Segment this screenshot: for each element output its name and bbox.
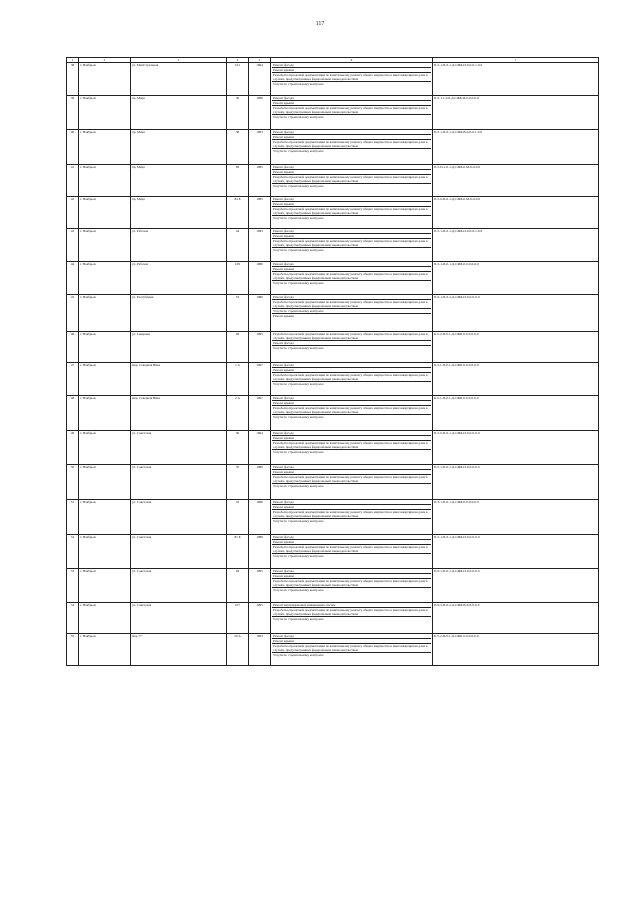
work-type-line: Разработка проектной документации по капитальному ремонту общего имущества в многоквартирном доме в случаях, предусмотренных федеральным законодательством (272, 332, 431, 341)
year-cell: 1986 (249, 262, 271, 295)
work-type-line: Услуги по строительному контролю (273, 149, 324, 154)
building-code-cell: К-5-2-П-0-1-Д-СЖБ-0-0-0-0-0-0 (433, 634, 599, 666)
table-row (67, 465, 599, 500)
house-number-cell: 36 (227, 96, 249, 130)
work-type-line: Разработка проектной документации по капитальному ремонту общего имущества в многоквартирном доме в случаях, предусмотренных федеральным законодательством (272, 239, 431, 248)
building-code-cell: П-5-1-П-0-1-Д-СЖБ-0-0-0-0-0-0 (433, 262, 599, 295)
work-type-line: Ремонт крыши (272, 401, 431, 406)
house-number-cell: 30 (227, 431, 249, 465)
street-cell: ул. Советская (131, 465, 227, 500)
row-number: 53 (67, 569, 79, 603)
table-row (67, 96, 599, 130)
work-types-cell (271, 130, 433, 165)
work-type-line: Услуги по строительному контролю (273, 484, 324, 489)
city-cell: г. Ноябрьск (79, 603, 131, 634)
row-number: 44 (67, 262, 79, 295)
year-cell: 1983 (249, 130, 271, 165)
year-cell: 1993 (249, 229, 271, 262)
work-type-line: Услуги по строительному контролю (273, 248, 324, 253)
work-type-line: Ремонт крыши (272, 505, 431, 510)
city-cell: г. Ноябрьск (79, 569, 131, 603)
street-cell: ул. Рабочая (131, 262, 227, 295)
building-code-cell: К-5-1-П-0-1-Д-СЖБ-0-0-0-0-0-0 (433, 363, 599, 396)
row-number: 38 (67, 63, 79, 96)
year-cell: 1995 (249, 332, 271, 363)
work-type-line: Ремонт крыши (272, 574, 431, 579)
work-type-line: Ремонт фасада (272, 535, 431, 540)
city-cell: г. Ноябрьск (79, 363, 131, 396)
work-types-cell (271, 396, 433, 431)
table-row (67, 130, 599, 165)
city-cell: г. Ноябрьск (79, 535, 131, 569)
work-type-line: Ремонт крыши (272, 170, 431, 175)
table-row (67, 569, 599, 603)
year-cell: 1980 (249, 295, 271, 332)
city-cell: г. Ноябрьск (79, 96, 131, 130)
table-row (67, 396, 599, 431)
work-type-line: Разработка проектной документации по капитальному ремонту общего имущества в многоквартирном доме в случаях, предусмотренных федеральным законодательством (272, 608, 431, 617)
house-number-cell: 84 Б (227, 197, 249, 229)
city-cell: г. Ноябрьск (79, 500, 131, 535)
work-types-cell (271, 569, 433, 603)
row-number: 47 (67, 363, 79, 396)
table-row (67, 197, 599, 229)
work-type-line: Услуги по строительному контролю (273, 216, 324, 221)
row-number: 52 (67, 535, 79, 569)
column-number-4: 4 (227, 58, 249, 63)
building-code-cell: П-5-1-П-0-1-Д-СЖБ-0-0-0-0-0-0 (433, 500, 599, 535)
city-cell: г. Ноябрьск (79, 63, 131, 96)
table-row (67, 229, 599, 262)
building-code-cell: П-9-3-П-0-2-Д-СЖБ-В-0-0-0-0-0 (433, 603, 599, 634)
table-body (67, 63, 599, 666)
table-row (67, 295, 599, 332)
work-type-line: Услуги по строительному контролю (273, 415, 324, 420)
work-type-line: Ремонт фасада (272, 500, 431, 505)
house-number-cell: 2 А (227, 396, 249, 431)
work-types-cell (271, 363, 433, 396)
year-cell: 1988 (249, 535, 271, 569)
city-cell: г. Ноябрьск (79, 165, 131, 197)
city-cell: г. Ноябрьск (79, 295, 131, 332)
work-type-line: Услуги по строительному контролю (273, 115, 324, 120)
building-code-cell: П-5-0-П-0-1-Д-СЖБ-0-М-0-0-0-0 (433, 197, 599, 229)
work-type-line: Услуги по строительному контролю (273, 588, 324, 593)
work-type-line: Разработка проектной документации по капитальному ремонту общего имущества в многоквартирном доме в случаях, предусмотренных федеральным законодательством (272, 272, 431, 281)
column-number-7: 7 (433, 58, 599, 63)
street-cell: ул. Советская (131, 603, 227, 634)
work-type-line: Ремонт крыши (272, 267, 431, 272)
work-types-cell (271, 603, 433, 634)
year-cell: 1985 (249, 165, 271, 197)
work-type-line: Разработка проектной документации по капитальному ремонту общего имущества в многоквартирном доме в случаях, предусмотренных федеральным законодательством (272, 545, 431, 554)
house-number-cell: 109 (227, 262, 249, 295)
table-row (67, 165, 599, 197)
row-number: 46 (67, 332, 79, 363)
street-cell: ул. Магистральная (131, 63, 227, 96)
work-type-line: Ремонт крыши (272, 202, 431, 207)
work-type-line: Ремонт фасада (272, 262, 431, 267)
work-type-line: Ремонт крыши (272, 639, 431, 644)
year-cell: 1993 (249, 634, 271, 666)
street-cell: мкр "Г" (131, 634, 227, 666)
work-type-line: Ремонт крыши (272, 436, 431, 441)
house-number-cell: 94 (227, 569, 249, 603)
table-row (67, 603, 599, 634)
row-number: 45 (67, 295, 79, 332)
work-type-line: Ремонт фасада (272, 229, 431, 234)
house-number-cell: 1 А (227, 363, 249, 396)
work-type-line: Разработка проектной документации по капитальному ремонту общего имущества в многоквартирном доме в случаях, предусмотренных федеральным законодательством (272, 406, 431, 415)
work-type-line: Услуги по строительному контролю (273, 346, 324, 351)
city-cell: г. Ноябрьск (79, 262, 131, 295)
table-row (67, 535, 599, 569)
street-cell: пр. Мира (131, 197, 227, 229)
street-cell: пр. Мира (131, 130, 227, 165)
work-type-line: Услуги по строительному контролю (273, 519, 324, 524)
building-code-cell: К-5-2-П-0-1-Д-СЖБ-0-0-0-0-0-0 (433, 332, 599, 363)
year-cell: 1997 (249, 396, 271, 431)
street-cell: ул. Советская (131, 431, 227, 465)
work-types-cell (271, 63, 433, 96)
building-code-cell: П-5-1-П-0-1-Д-СЖБ-П-0-0-0-1-0-0 (433, 229, 599, 262)
row-number: 39 (67, 96, 79, 130)
column-number-3: 3 (131, 58, 227, 63)
work-type-line: Ремонт фасада (272, 96, 431, 101)
city-cell: г. Ноябрьск (79, 229, 131, 262)
work-type-line: Ремонт фасада (272, 295, 431, 300)
table-row (67, 332, 599, 363)
street-cell: пр. Мира (131, 165, 227, 197)
table-row (67, 63, 599, 96)
house-number-cell: 76 (227, 500, 249, 535)
year-cell: 1986 (249, 96, 271, 130)
city-cell: г. Ноябрьск (79, 396, 131, 431)
row-number: 42 (67, 197, 79, 229)
building-code-cell: П-5-0-П-0-1-Д-СЖБ-П-0-0-0-0-0 (433, 431, 599, 465)
work-type-line: Разработка проектной документации по капитальному ремонту общего имущества в многоквартирном доме в случаях, предусмотренных федеральным законодательством (272, 644, 431, 653)
work-type-line: Разработка проектной документации по капитальному ремонту общего имущества в многоквартирном доме в случаях, предусмотренных федеральным законодательством (272, 300, 431, 309)
table-row (67, 262, 599, 295)
work-types-cell (271, 229, 433, 262)
work-types-cell (271, 197, 433, 229)
work-type-line: Ремонт фасада (272, 569, 431, 574)
work-types-cell (271, 465, 433, 500)
building-code-cell: К-5-1-П-0-1-Д-СЖБ-0-0-0-0-0-0 (433, 396, 599, 431)
work-type-line: Ремонт крыши (272, 135, 431, 140)
work-types-cell (271, 165, 433, 197)
house-number-cell: 82 (227, 165, 249, 197)
column-number-5: 5 (249, 58, 271, 63)
work-types-cell (271, 535, 433, 569)
table-row (67, 500, 599, 535)
house-number-cell: 107 (227, 603, 249, 634)
city-cell: г. Ноябрьск (79, 431, 131, 465)
row-number: 48 (67, 396, 79, 431)
street-cell: ул. Рабочая (131, 229, 227, 262)
table-row (67, 363, 599, 396)
work-type-line: Разработка проектной документации по капитальному ремонту общего имущества в многоквартирном доме в случаях, предусмотренных федеральным законодательством (272, 106, 431, 115)
work-type-line: Ремонт крыши (272, 101, 431, 106)
work-type-line: Ремонт фасада (272, 465, 431, 470)
street-cell: мкр. Северная Нива (131, 363, 227, 396)
year-cell: 1994 (249, 431, 271, 465)
year-cell: 1997 (249, 363, 271, 396)
city-cell: г. Ноябрьск (79, 197, 131, 229)
work-types-cell (271, 96, 433, 130)
year-cell: 1994 (249, 63, 271, 96)
building-code-cell: П-5-1-П-0-1-Д-СЖБ-П-0-0-0-0-0 (433, 535, 599, 569)
year-cell: 1986 (249, 500, 271, 535)
work-type-line: Разработка проектной документации по капитальному ремонту общего имущества в многоквартирном доме в случаях, предусмотренных федеральным законодательством (272, 475, 431, 484)
row-number: 50 (67, 465, 79, 500)
housing-repair-table (66, 57, 599, 666)
row-number: 40 (67, 130, 79, 165)
year-cell: 1989 (249, 465, 271, 500)
row-number: 55 (67, 634, 79, 666)
row-number: 51 (67, 500, 79, 535)
work-type-line: Ремонт крыши (272, 68, 431, 73)
year-cell: 1985 (249, 197, 271, 229)
house-number-cell: 38 (227, 130, 249, 165)
city-cell: г. Ноябрьск (79, 332, 131, 363)
work-type-line: Услуги по строительному контролю (273, 382, 324, 387)
work-type-line: Ремонт фасада (272, 165, 431, 170)
house-number-cell: 44 (227, 229, 249, 262)
work-type-line: Услуги по строительному контролю (273, 617, 324, 622)
work-type-line: Ремонт крыши (273, 314, 294, 319)
work-type-line: Ремонт крыши (272, 470, 431, 475)
work-type-line: Ремонт крыши (272, 368, 431, 373)
city-cell: г. Ноябрьск (79, 465, 131, 500)
work-type-line: Разработка проектной документации по капитальному ремонту общего имущества в многоквартирном доме в случаях, предусмотренных федеральным законодательством (272, 579, 431, 588)
street-cell: ул. Северная (131, 332, 227, 363)
building-code-cell: П-5-П-1-0-1-Д-СЖБ-0-М-0-0-0-0 (433, 165, 599, 197)
work-types-cell (271, 431, 433, 465)
house-number-cell: 81 Б (227, 535, 249, 569)
table-row (67, 634, 599, 666)
row-number: 49 (67, 431, 79, 465)
work-type-line: Ремонт крыши (272, 234, 431, 239)
work-type-line: Услуги по строительному контролю (273, 450, 324, 455)
work-type-line: Услуги по строительному контролю (272, 309, 431, 314)
work-types-cell (271, 262, 433, 295)
street-cell: ул. Советская (131, 535, 227, 569)
work-type-line: Ремонт фасада (272, 63, 431, 68)
street-cell: ул. Советская (131, 500, 227, 535)
house-number-cell: 28 (227, 332, 249, 363)
row-number: 41 (67, 165, 79, 197)
work-type-line: Ремонт крыши (272, 540, 431, 545)
work-types-cell (271, 500, 433, 535)
building-code-cell: П-5-1-П-0-1-Д-СЖБ-П-0-0-0-0-0 (433, 465, 599, 500)
building-code-cell: П-5-1-П-0-1-Д-СЖБ-П-0-0-0-1-0-0 (433, 63, 599, 96)
work-type-line: Услуги по строительному контролю (273, 281, 324, 286)
work-type-line: Ремонт фасада (272, 431, 431, 436)
building-code-cell: П-9-1-П-0-2-Д-СЖБ-П-0-0-0-0-0 (433, 295, 599, 332)
street-cell: ул. Республики (131, 295, 227, 332)
street-cell: мкр. Северная Нива (131, 396, 227, 431)
work-type-line: Ремонт фасада (272, 396, 431, 401)
work-type-line: Разработка проектной документации по капитальному ремонту общего имущества в многоквартирном доме в случаях, предусмотренных федеральным законодательством (272, 140, 431, 149)
work-type-line: Ремонт фасада (272, 363, 431, 368)
work-type-line: Ремонт фасада (272, 634, 431, 639)
work-type-line: Ремонт фасада (272, 197, 431, 202)
year-cell: 1995 (249, 569, 271, 603)
row-number: 43 (67, 229, 79, 262)
house-number-cell: 35 (227, 465, 249, 500)
work-type-line: Разработка проектной документации по капитальному ремонту общего имущества в многоквартирном доме в случаях, предусмотренных федеральным законодательством (272, 175, 431, 184)
city-cell: г. Ноябрьск (79, 130, 131, 165)
work-type-line: Разработка проектной документации по капитальному ремонту общего имущества в многоквартирном доме в случаях, предусмотренных федеральным законодательством (272, 73, 431, 82)
work-type-line: Услуги по строительному контролю (273, 554, 324, 559)
work-type-line: Разработка проектной документации по капитальному ремонту общего имущества в многоквартирном доме в случаях, предусмотренных федеральным законодательством (272, 373, 431, 382)
work-type-line: Ремонт внутридомовых инженерных систем (272, 603, 431, 608)
work-types-cell (271, 295, 433, 332)
work-type-line: Ремонт фасада (272, 130, 431, 135)
work-type-line: Услуги по строительному контролю (273, 184, 324, 189)
house-number-cell: 101 (227, 63, 249, 96)
year-cell: 1995 (249, 603, 271, 634)
column-number-6: 6 (271, 58, 433, 63)
page-number: 117 (315, 21, 325, 27)
work-type-line: Разработка проектной документации по капитальному ремонту общего имущества в многоквартирном доме в случаях, предусмотренных федеральным законодательством (272, 510, 431, 519)
street-cell: пр. Мира (131, 96, 227, 130)
work-types-cell (271, 634, 433, 666)
work-type-line: Услуги по строительному контролю (273, 82, 324, 87)
column-number-2: 2 (79, 58, 131, 63)
work-types-cell (271, 332, 433, 363)
city-cell: г. Ноябрьск (79, 634, 131, 666)
table-row (67, 431, 599, 465)
work-type-line: Услуги по строительному контролю (273, 653, 324, 658)
street-cell: ул. Советская (131, 569, 227, 603)
building-code-cell: П-9-1-П-0-1-Д-СЖБ-П-0-0-0-0-0 (433, 569, 599, 603)
house-number-cell: 20 А (227, 634, 249, 666)
building-code-cell: П-5-1-1-0-0-Д-СЖБ-П-0-0-0-0-0 (433, 96, 599, 130)
house-number-cell: 55 (227, 295, 249, 332)
row-number: 54 (67, 603, 79, 634)
work-type-line: Разработка проектной документации по капитальному ремонту общего имущества в многоквартирном доме в случаях, предусмотренных федеральным законодательством (272, 207, 431, 216)
work-type-line: Ремонт фасада (272, 341, 431, 346)
work-type-line: Разработка проектной документации по капитальному ремонту общего имущества в многоквартирном доме в случаях, предусмотренных федеральным законодательством (272, 441, 431, 450)
building-code-cell: П-5-1-П-0-1-Д-СЖБ-В-0-0-0-1-0-0 (433, 130, 599, 165)
column-number-1: 1 (67, 58, 79, 63)
